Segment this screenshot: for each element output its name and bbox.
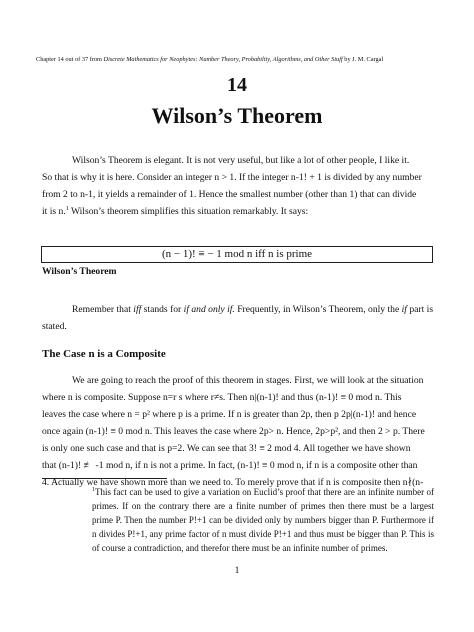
iff-line-1: [42, 301, 434, 318]
intro-line-4: [42, 203, 434, 220]
theorem-box: [41, 246, 433, 263]
iff-paragraph: [42, 301, 434, 335]
header-prefix: Chapter 14 out of 37 from: [36, 56, 104, 63]
iff-text-7: part is: [406, 304, 434, 315]
iff-text-6: if: [401, 304, 407, 315]
running-header: [36, 56, 456, 63]
section-line-3: leaves the case where n = p² where p is a prime. If n is greater than 2p, then p 2p|(n-1)! and hence: [42, 409, 417, 420]
iff-text-1: Remember that: [72, 304, 134, 315]
intro-line-3: from 2 to n-1, it yields a remainder of 1. Hence the smallest number (other than 1) that can divide: [42, 189, 417, 200]
footnote-mark: 1: [92, 487, 95, 493]
footnote-text: This fact can be used to give a variation on Euclid’s proof that there are an infinite number of primes. If on the contrary there are a finite number of primes then there must be a largest prime P. Then the number P!+1 can be divided only by numbers bigger than P. Furthermore if n divides P!+1, any prime factor of n must divide P!+1 and thus must be bigger than P. This is of course a contradiction, and therefor there must be an infinite number of primes.: [92, 487, 434, 553]
footnote: [92, 485, 434, 555]
chapter-number: 14: [227, 74, 247, 96]
intro-paragraph: [42, 152, 434, 220]
section-line-1: We are going to reach the proof of this theorem in stages. First, we will look at the situation: [72, 375, 424, 386]
intro-line-4-start: it is n.: [42, 206, 66, 217]
iff-text-3: stands for: [141, 304, 184, 315]
header-book-title: Discrete Mathematics for Neophytes: Number Theory, Probability, Algorithms, and Other Stuff: [103, 56, 343, 63]
intro-line-4-end: Wilson’s theorem simplifies this situation remarkably. It says:: [68, 206, 309, 217]
iff-line-2: stated.: [42, 321, 67, 332]
section-line-6: that (n-1)! ≢ -1 mod n, if n is not a prime. In fact, (n-1)! ≡ 0 mod n, if n is a composite other than: [42, 460, 418, 471]
section-paragraph: [42, 372, 434, 491]
intro-line-2: So that is why it is here. Consider an integer n > 1. If the integer n-1! + 1 is divided by any number: [42, 172, 422, 183]
iff-text-5: Frequently, in Wilson’s Theorem, only the: [234, 304, 402, 315]
intro-line-1: Wilson’s Theorem is elegant. It is not very useful, but like a lot of other people, I like it.: [72, 155, 410, 166]
chapter-title: Wilson’s Theorem: [151, 103, 323, 128]
section-line-7: 4. Actually we have shown more than we need to. To merely prove that if n is composite then n∤(n-: [42, 477, 424, 488]
footnote-separator: [42, 478, 167, 479]
iff-text-2: iff: [133, 304, 142, 315]
header-suffix: by J. M. Cargal: [342, 56, 384, 63]
theorem-formula: (n − 1)! ≡ − 1 mod n iff n is prime: [161, 248, 313, 260]
page-number: 1: [234, 565, 240, 576]
footnote-ref-1[interactable]: 1: [65, 205, 69, 212]
section-heading: The Case n is a Composite: [42, 348, 166, 360]
section-line-2: where n is composite. Suppose n=r s where r≠s. Then n|(n-1)! and thus (n-1)! ≡ 0 mod n. This: [42, 392, 402, 403]
theorem-caption: Wilson’s Theorem: [42, 266, 117, 277]
section-line-4: once again (n-1)! ≡ 0 mod n. This leaves the case where 2p> n. Hence, 2p>p², and then 2 > p. There: [42, 426, 425, 437]
section-line-5: is only one such case and that is p=2. We can see that 3! ≡ 2 mod 4. All together we have shown: [42, 443, 411, 454]
iff-text-4: if and only if.: [183, 304, 235, 315]
